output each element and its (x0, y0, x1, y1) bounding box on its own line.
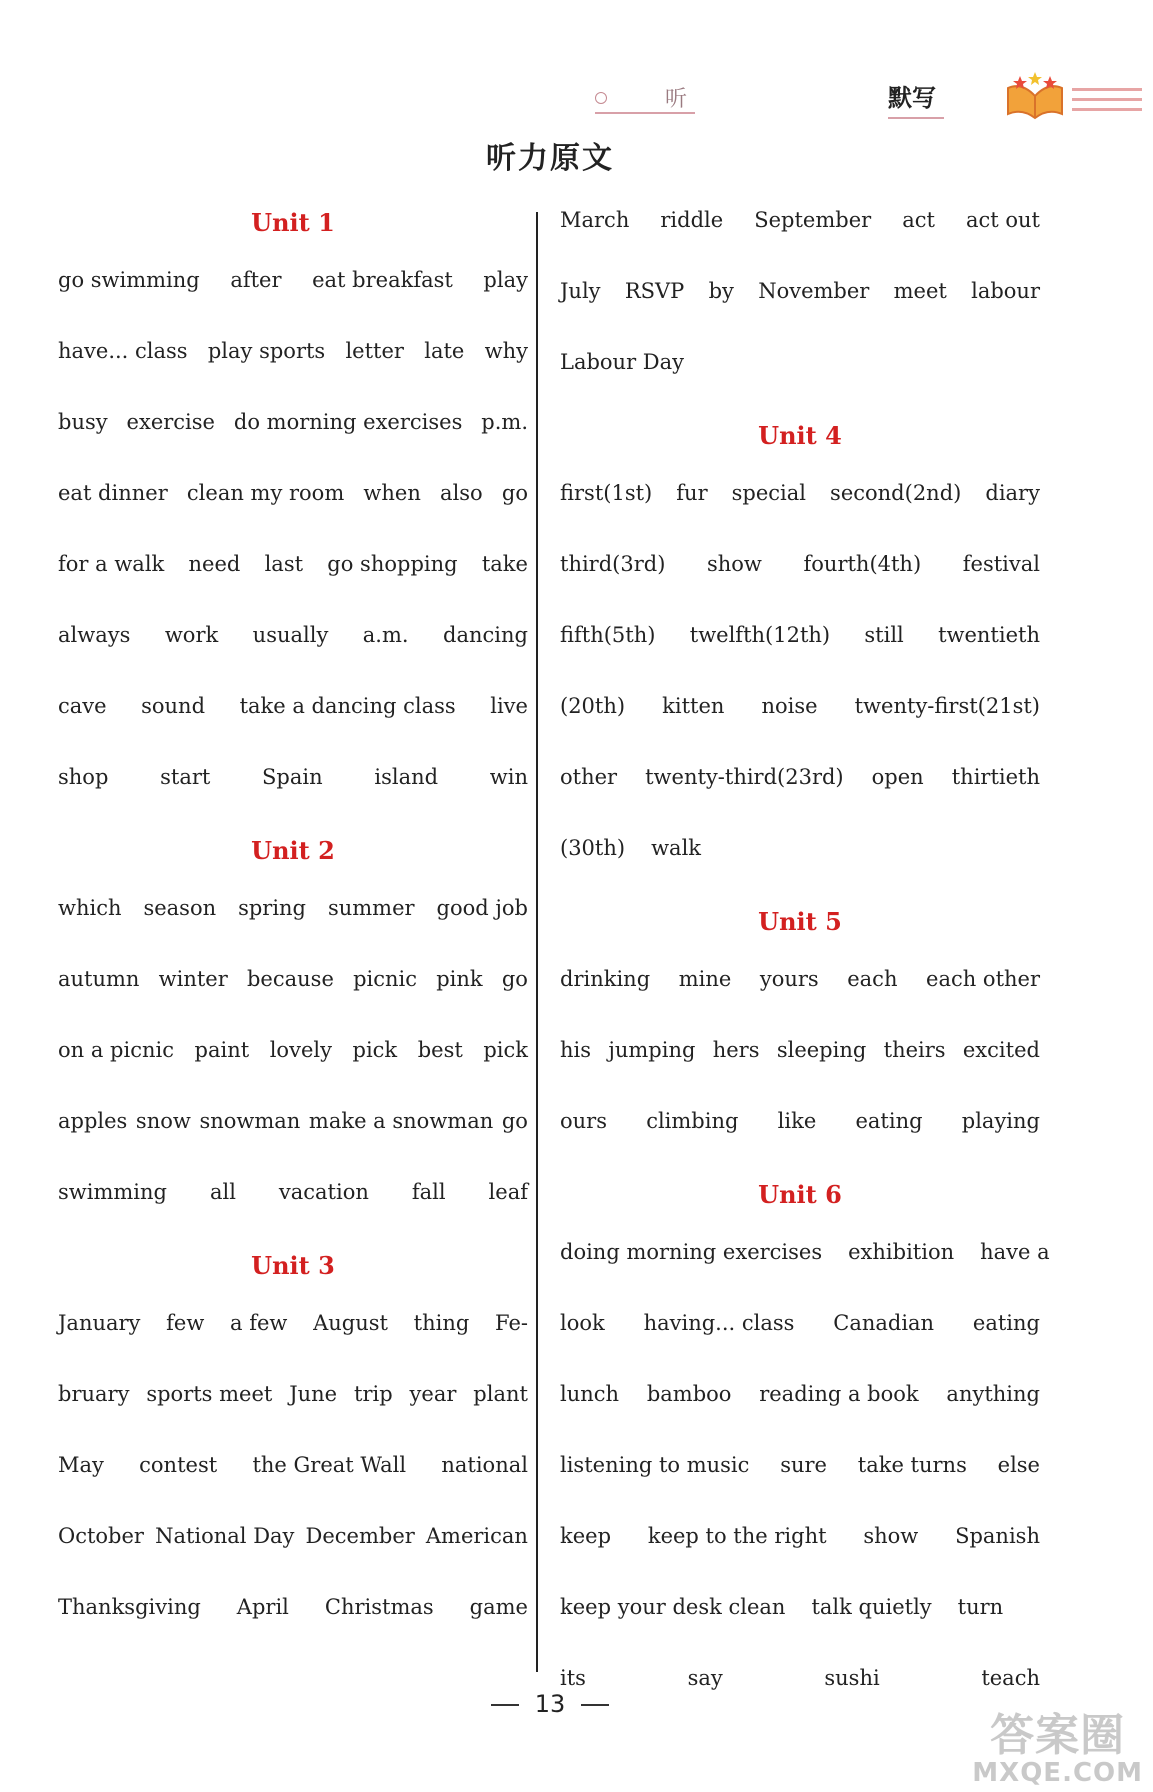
vocab-row (58, 407, 528, 478)
vocab-word: keep your desk clean (560, 1595, 786, 1619)
vocab-word: island (374, 765, 439, 789)
vocab-word: pink (436, 967, 483, 991)
vocab-word: diary (985, 481, 1040, 505)
vocab-word: Spain (262, 765, 323, 789)
vocab-word: Fe- (495, 1311, 528, 1335)
vocab-word: listening to music (560, 1453, 750, 1477)
vocab-word: sleeping (776, 1038, 867, 1062)
vocab-word: leaf (488, 1180, 528, 1204)
vocab-word: third(3rd) (560, 552, 666, 576)
vocab-row (58, 1308, 528, 1379)
vocab-word: thirtieth (951, 765, 1040, 789)
vocab-row (58, 1035, 528, 1106)
vocab-row (58, 1379, 528, 1450)
vocab-row (560, 691, 1040, 762)
vocab-word: theirs (883, 1038, 946, 1062)
vocab-word: usually (252, 623, 329, 647)
vocab-word: second(2nd) (830, 481, 962, 505)
vocab-word: riddle (660, 208, 724, 232)
vocab-word: act (902, 208, 935, 232)
vocab-word: doing morning exercises (560, 1240, 823, 1264)
vocab-word: twenty-third(23rd) (645, 765, 844, 789)
vocab-word: March (560, 208, 630, 232)
vocab-word: his (560, 1038, 592, 1062)
vocab-row (58, 549, 528, 620)
vocab-word: play sports (207, 339, 326, 363)
vocab-word: apples (58, 1109, 128, 1133)
page-title: 听力原文 (486, 141, 614, 176)
vocab-word: summer (327, 896, 415, 920)
vocab-word: yours (759, 967, 819, 991)
vocab-word: eat dinner (58, 481, 168, 505)
vocab-row (58, 691, 528, 762)
vocab-word: Thanksgiving (58, 1595, 201, 1619)
vocab-word: look (560, 1311, 605, 1335)
vocab-word: fifth(5th) (560, 623, 656, 647)
vocab-word: twelfth(12th) (689, 623, 831, 647)
vocab-word: fall (411, 1180, 446, 1204)
vocab-word: always (58, 623, 131, 647)
vocab-word: Christmas (324, 1595, 434, 1619)
vocab-word: January (58, 1311, 141, 1335)
vocab-word: its (560, 1666, 586, 1690)
vocab-word: all (209, 1180, 236, 1204)
vocab-word: why (484, 339, 528, 363)
vocab-word: anything (946, 1382, 1040, 1406)
vocab-word: jumping (608, 1038, 696, 1062)
vocab-word: pick (483, 1038, 528, 1062)
vocab-word: trip (354, 1382, 393, 1406)
vocab-row (560, 1450, 1040, 1521)
header-decor-lines (1072, 88, 1142, 118)
vocab-word: meet (893, 279, 947, 303)
vocab-word: go (501, 967, 528, 991)
vocab-word: exercise (126, 410, 215, 434)
right-column (560, 205, 1050, 1734)
vocab-word: twenty-first(21st) (854, 694, 1040, 718)
vocab-row (58, 1592, 528, 1663)
vocab-row (58, 893, 528, 964)
vocab-word: RSVP (624, 279, 685, 303)
vocab-word: excited (962, 1038, 1040, 1062)
vocab-row (560, 1106, 1040, 1177)
vocab-word: pick (352, 1038, 398, 1062)
vocab-word: win (489, 765, 528, 789)
vocab-row (560, 964, 1040, 1035)
vocab-word: each (847, 967, 898, 991)
vocab-word: after (230, 268, 282, 292)
vocab-word: open (871, 765, 924, 789)
vocab-word: keep to the right (647, 1524, 827, 1548)
vocab-word: shop (58, 765, 109, 789)
vocab-word: drinking (560, 967, 651, 991)
vocab-row (58, 1106, 528, 1177)
vocab-word: reading a book (759, 1382, 919, 1406)
vocab-row (58, 265, 528, 336)
vocab-word: paint (194, 1038, 250, 1062)
vocab-row (58, 478, 528, 549)
vocab-word: dancing (443, 623, 528, 647)
vocab-word: take a dancing class (239, 694, 456, 718)
vocab-word: make a snowman (308, 1109, 494, 1133)
vocab-word: having... class (643, 1311, 795, 1335)
vocab-word: a.m. (362, 623, 409, 647)
vocab-word: late (424, 339, 465, 363)
vocab-word: picnic (353, 967, 418, 991)
vocab-word: for a walk (58, 552, 165, 576)
vocab-word: other (560, 765, 618, 789)
vocab-word: playing (961, 1109, 1040, 1133)
vocab-row (560, 276, 1040, 347)
vocab-word: busy (58, 410, 108, 434)
vocab-word: June (289, 1382, 338, 1406)
vocab-row (560, 1379, 1040, 1450)
vocab-word: few (166, 1311, 205, 1335)
vocab-word: have... class (58, 339, 188, 363)
vocab-word: (30th) (560, 836, 626, 860)
vocab-word: special (731, 481, 807, 505)
vocab-word: the Great Wall (252, 1453, 407, 1477)
vocab-word: go swimming (58, 268, 200, 292)
vocab-word: climbing (646, 1109, 739, 1133)
unit-heading: Unit 6 (758, 1180, 842, 1209)
vocab-word: May (58, 1453, 104, 1477)
vocab-row (58, 620, 528, 691)
vocab-word: exhibition (848, 1240, 955, 1264)
left-column (58, 205, 528, 1663)
vocab-word: play (483, 268, 528, 292)
vocab-word: eat breakfast (312, 268, 453, 292)
vocab-word: keep (560, 1524, 612, 1548)
vocab-word: show (863, 1524, 919, 1548)
vocab-word: Spanish (955, 1524, 1040, 1548)
vocab-word: go (501, 481, 528, 505)
vocab-word: best (417, 1038, 463, 1062)
vocab-word: p.m. (481, 410, 528, 434)
header-listen-label: 听 (665, 87, 688, 112)
vocab-word: contest (139, 1453, 218, 1477)
vocab-row (560, 1308, 1040, 1379)
vocab-word: swimming (58, 1180, 167, 1204)
vocab-word: snow (135, 1109, 191, 1133)
vocab-word: because (246, 967, 334, 991)
vocab-word: cave (58, 694, 107, 718)
vocab-word: a few (230, 1311, 288, 1335)
vocab-word: kitten (662, 694, 725, 718)
vocab-word: which (58, 896, 122, 920)
vocab-word: national (441, 1453, 528, 1477)
vocab-row (58, 964, 528, 1035)
watermark-logo: 答案圈 (990, 1710, 1126, 1761)
vocab-word: hers (712, 1038, 760, 1062)
vocab-word: December (305, 1524, 415, 1548)
vocab-word: April (236, 1595, 289, 1619)
vocab-row (560, 1035, 1040, 1106)
vocab-word: ours (560, 1109, 607, 1133)
vocab-word: take (481, 552, 528, 576)
header-dictation-label: 默写 (888, 78, 936, 113)
vocab-word: season (143, 896, 217, 920)
column-divider (536, 212, 538, 1672)
vocab-word: July (560, 279, 601, 303)
vocab-word: fourth(4th) (803, 552, 922, 576)
vocab-word: live (490, 694, 528, 718)
vocab-row (560, 1237, 1050, 1308)
vocab-word: noise (761, 694, 818, 718)
vocab-word: sound (141, 694, 206, 718)
vocab-word: start (160, 765, 211, 789)
vocab-word: clean my room (186, 481, 345, 505)
vocab-word: festival (962, 552, 1040, 576)
vocab-row (560, 347, 1040, 418)
vocab-row (560, 1521, 1040, 1592)
book-stars-icon (1000, 70, 1070, 120)
page-header (0, 70, 1153, 130)
vocab-word: still (864, 623, 904, 647)
vocab-word: November (758, 279, 870, 303)
vocab-word: snowman (199, 1109, 301, 1133)
vocab-word: eating (855, 1109, 923, 1133)
vocab-word: teach (981, 1666, 1040, 1690)
vocab-row (560, 620, 1040, 691)
vocab-word: spring (238, 896, 307, 920)
vocab-word: August (313, 1311, 388, 1335)
vocab-word: also (440, 481, 483, 505)
vocab-row (560, 549, 1040, 620)
vocab-word: say (687, 1666, 723, 1690)
unit-heading: Unit 3 (251, 1251, 335, 1280)
vocab-row (560, 833, 1040, 904)
vocab-word: bamboo (646, 1382, 732, 1406)
vocab-word: Labour Day (560, 350, 685, 374)
vocab-word: when (363, 481, 421, 505)
vocab-word: National Day (155, 1524, 295, 1548)
vocab-word: year (409, 1382, 457, 1406)
vocab-word: last (264, 552, 304, 576)
vocab-word: show (706, 552, 762, 576)
vocab-word: go shopping (327, 552, 458, 576)
vocab-word: vacation (278, 1180, 369, 1204)
unit-heading: Unit 5 (758, 907, 842, 936)
vocab-row (560, 478, 1040, 549)
vocab-word: winter (158, 967, 228, 991)
unit-heading: Unit 2 (251, 836, 335, 865)
vocab-word: first(1st) (560, 481, 653, 505)
vocab-word: autumn (58, 967, 140, 991)
vocab-row (560, 205, 1040, 276)
vocab-word: labour (971, 279, 1040, 303)
vocab-row (58, 762, 528, 833)
vocab-word: take turns (857, 1453, 967, 1477)
page-number: 13 (0, 1690, 1100, 1718)
ear-icon (595, 92, 607, 104)
vocab-row (58, 1521, 528, 1592)
vocab-word: on a picnic (58, 1038, 174, 1062)
vocab-word: sports meet (146, 1382, 273, 1406)
vocab-word: American (425, 1524, 528, 1548)
vocab-word: like (777, 1109, 817, 1133)
vocab-row (560, 1592, 1040, 1663)
unit-heading: Unit 4 (758, 421, 842, 450)
vocab-word: else (997, 1453, 1040, 1477)
vocab-word: Canadian (833, 1311, 935, 1335)
watermark (972, 1710, 1143, 1788)
vocab-word: act out (965, 208, 1040, 232)
vocab-word: have a (980, 1240, 1050, 1264)
unit-heading: Unit 1 (251, 208, 335, 237)
vocab-row (560, 762, 1040, 833)
vocab-word: letter (345, 339, 404, 363)
vocab-word: (20th) (560, 694, 626, 718)
vocab-word: twentieth (938, 623, 1040, 647)
vocab-word: fur (676, 481, 708, 505)
vocab-word: bruary (58, 1382, 130, 1406)
header-listen-tab (595, 82, 695, 114)
vocab-word: September (754, 208, 872, 232)
vocab-word: eating (972, 1311, 1040, 1335)
vocab-word: October (58, 1524, 144, 1548)
vocab-word: mine (678, 967, 732, 991)
vocab-row (58, 336, 528, 407)
vocab-word: plant (473, 1382, 528, 1406)
vocab-word: do morning exercises (233, 410, 463, 434)
vocab-row (58, 1177, 528, 1248)
vocab-word: need (188, 552, 241, 576)
vocab-word: lovely (269, 1038, 332, 1062)
watermark-url: MXQE.COM (972, 1758, 1143, 1788)
vocab-word: go (501, 1109, 528, 1133)
vocab-word: sure (780, 1453, 827, 1477)
vocab-word: game (469, 1595, 528, 1619)
vocab-word: by (708, 279, 734, 303)
vocab-word: thing (413, 1311, 470, 1335)
vocab-word: turn (957, 1595, 1004, 1619)
vocab-word: each other (926, 967, 1040, 991)
vocab-word: talk quietly (811, 1595, 932, 1619)
vocab-word: lunch (560, 1382, 620, 1406)
vocab-word: good job (436, 896, 528, 920)
vocab-word: walk (651, 836, 702, 860)
vocab-word: sushi (824, 1666, 880, 1690)
vocab-row (58, 1450, 528, 1521)
vocab-word: work (164, 623, 219, 647)
